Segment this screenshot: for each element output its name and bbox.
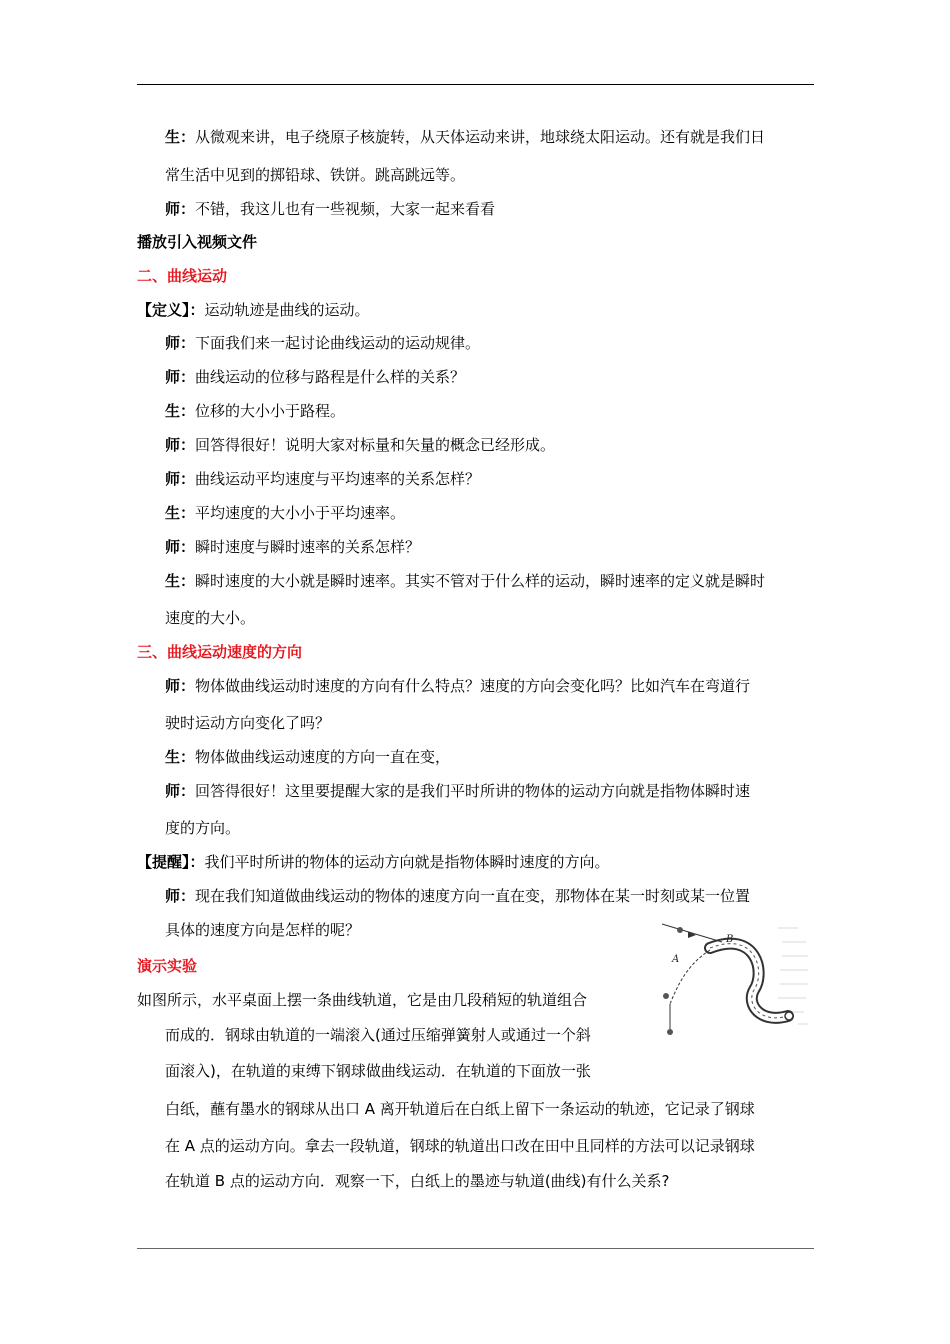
speaker-label: 生： <box>165 504 196 522</box>
speaker-label: 生： <box>165 128 196 146</box>
dialogue-line <box>165 747 450 767</box>
dialogue-line <box>165 401 345 421</box>
header-rule <box>137 84 814 85</box>
dialogue-line <box>165 571 765 591</box>
speaker-label: 师： <box>165 200 196 218</box>
line-text: 瞬时速度与瞬时速率的关系怎样？ <box>195 538 421 556</box>
exit-line-b <box>662 924 722 942</box>
speaker-label: 师： <box>165 782 196 800</box>
dialogue-line <box>165 435 555 455</box>
paragraph-line: 白纸，蘸有墨水的钢球从出口 A 离开轨道后在白纸上留下一条运动的轨迹，它记录了钢球 <box>165 1100 755 1118</box>
speaker-label: 生： <box>165 402 196 420</box>
speaker-label: 师： <box>165 368 196 386</box>
dialogue-line: 驶时运动方向变化了吗？ <box>165 714 331 732</box>
curved-track-diagram <box>648 912 814 1042</box>
curved-track-figure <box>648 912 814 1042</box>
line-text: 现在我们知道做曲线运动的物体的速度方向一直在变，那物体在某一时刻或某一位置 <box>195 887 751 905</box>
dialogue-line <box>165 781 750 801</box>
ink-dot-icon <box>663 993 669 999</box>
ink-dot-icon <box>667 1029 673 1035</box>
line-text: 物体做曲线运动速度的方向一直在变， <box>195 748 451 766</box>
section-heading: 演示实验 <box>137 957 198 975</box>
dialogue-line <box>165 503 405 523</box>
speaker-label: 师： <box>165 334 196 352</box>
line-text: 平均速度的大小小于平均速率。 <box>195 504 406 522</box>
line-text: 不错，我这儿也有一些视频，大家一起来看看 <box>195 200 496 218</box>
paragraph-line: 在轨道 B 点的运动方向．观察一下，白纸上的墨迹与轨道(曲线)有什么关系? <box>165 1172 670 1190</box>
reminder-label: 【提醒】： <box>137 853 205 871</box>
point-b-label: B <box>726 934 734 945</box>
paragraph-line: 在 A 点的运动方向。拿去一段轨道，钢球的轨道出口改在田中且同样的方法可以记录钢球 <box>165 1137 755 1155</box>
ink-dot-icon <box>677 927 683 933</box>
background-scan-marks <box>778 928 808 1024</box>
speaker-label: 师： <box>165 436 196 454</box>
line-text: 回答得很好！说明大家对标量和矢量的概念已经形成。 <box>195 436 556 454</box>
speaker-label: 生： <box>165 572 196 590</box>
point-a-label: A <box>672 954 680 965</box>
line-text: 物体做曲线运动时速度的方向有什么特点？速度的方向会变化吗？比如汽车在弯道行 <box>195 677 751 695</box>
paragraph-line: 如图所示，水平桌面上摆一条曲线轨道，它是由几段稍短的轨道组合 <box>137 991 588 1009</box>
paragraph-line: 而成的．钢球由轨道的一端滚入(通过压缩弹簧射人或通过一个斜 <box>165 1026 591 1044</box>
line-text: 曲线运动的位移与路程是什么样的关系？ <box>195 368 466 386</box>
footer-rule <box>137 1248 814 1249</box>
line-text: 回答得很好！这里要提醒大家的是我们平时所讲的物体的运动方向就是指物体瞬时速 <box>195 782 751 800</box>
reminder-text: 我们平时所讲的物体的运动方向就是指物体瞬时速度的方向。 <box>204 853 610 871</box>
line-text: 从微观来讲，电子绕原子核旋转，从天体运动来讲，地球绕太阳运动。还有就是我们日 <box>195 128 766 146</box>
dialogue-line: 度的方向。 <box>165 819 241 837</box>
section-heading: 三、曲线运动速度的方向 <box>137 643 303 661</box>
speaker-label: 师： <box>165 470 196 488</box>
dialogue-line <box>165 676 750 696</box>
paragraph-line: 面滚入)，在轨道的束缚下钢球做曲线运动．在轨道的下面放一张 <box>165 1062 591 1080</box>
reminder-line <box>137 852 610 872</box>
speaker-label: 生： <box>165 748 196 766</box>
dialogue-line <box>165 886 750 906</box>
dialogue-line <box>165 367 465 387</box>
definition-label: 【定义】： <box>137 301 205 319</box>
speaker-label: 师： <box>165 538 196 556</box>
speaker-label: 师： <box>165 887 196 905</box>
dialogue-line: 具体的速度方向是怎样的呢？ <box>165 921 361 939</box>
line-text: 位移的大小小于路程。 <box>195 402 346 420</box>
line-text: 曲线运动平均速度与平均速率的关系怎样？ <box>195 470 481 488</box>
speaker-label: 师： <box>165 677 196 695</box>
dialogue-line: 速度的大小。 <box>165 609 256 627</box>
line-text: 瞬时速度的大小就是瞬时速率。其实不管对于什么样的运动，瞬时速率的定义就是瞬时 <box>195 572 766 590</box>
definition-line <box>137 300 370 320</box>
dialogue-line: 常生活中见到的掷铅球、铁饼。跳高跳远等。 <box>165 166 466 184</box>
dialogue-line <box>165 333 480 353</box>
dialogue-line <box>165 537 420 557</box>
section-heading: 二、曲线运动 <box>137 267 228 285</box>
line-text: 下面我们来一起讨论曲线运动的运动规律。 <box>195 334 481 352</box>
dialogue-line <box>165 199 495 219</box>
definition-text: 运动轨迹是曲线的运动。 <box>204 301 370 319</box>
steel-ball-icon <box>785 1012 793 1020</box>
section-note: 播放引入视频文件 <box>137 233 258 251</box>
dialogue-line <box>165 469 480 489</box>
dialogue-line <box>165 127 765 147</box>
